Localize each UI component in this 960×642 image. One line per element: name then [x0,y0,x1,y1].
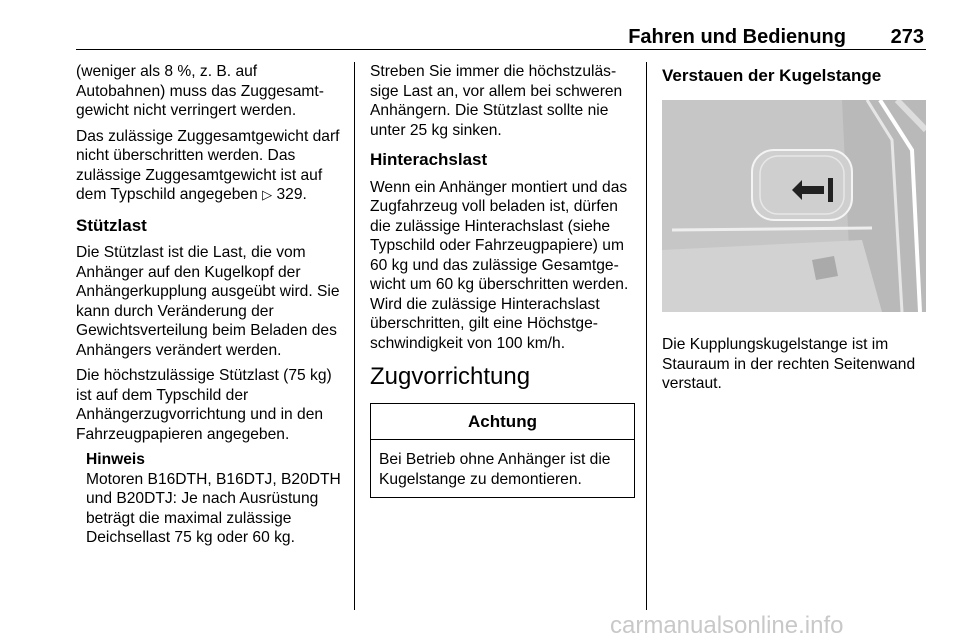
chapter-heading-zugvorrichtung: Zugvorrichtung [370,363,531,390]
watermark: carmanualsonline.info [610,612,844,639]
column-3 [662,62,930,400]
column-2 [370,62,635,498]
paragraph [76,127,344,206]
note-box [86,450,344,548]
section-heading-hinterachslast: Hinterachslast [370,150,488,169]
column-divider [646,62,647,610]
section-heading-stuetzlast: Stützlast [76,215,147,235]
paragraph: Streben Sie immer die höchstzulässige Last an, vor allem bei schweren Anhängern. Die Stützlast sollte nie unter 25 kg sinken. [370,63,623,139]
warning-title: Achtung [371,404,634,441]
column-1 [76,62,344,548]
page-reference-icon: ▷ [262,188,273,203]
warning-text: Bei Betrieb ohne Anhänger ist die Kugelstange zu demontieren. [379,451,611,488]
header-rule [76,49,926,50]
paragraph: Wenn ein Anhänger montiert und das Zugfahrzeug voll beladen ist, dürfen die zulässige Hinterachslast (siehe Typschild oder Fahrzeugpapiere) um 60 kg und das zulässige Gesamtgewicht um 60 kg überschritten werden. Wird die zulässige Hinterachslast überschritten, gilt eine Höchstgeschwindigkeit von 100 km/h. [370,178,629,352]
paragraph: Die Kupplungskugelstange ist im Stauraum in der rechten Seitenwand verstaut. [662,336,916,392]
page-number: 273 [890,26,924,48]
header-title: Fahren und Bedienung [628,26,846,48]
page-reference: 329. [276,186,307,203]
section-heading-verstauen: Verstauen der Kugelstange [662,66,882,85]
page-header [628,22,926,52]
paragraph-text: Das zulässige Zuggesamtgewicht darf nicht überschritten werden. Das zulässige Zuggesamtgewicht ist auf dem Typschild angegeben [76,127,340,203]
storage-illustration [662,100,926,312]
paragraph: Die Stützlast ist die Last, die vom Anhänger auf den Kugelkopf der Anhängerkupplung ausgeübt wird. Sie kann durch Veränderung der Gewichtsverteilung beim Beladen des Anhängers verändert werden. [76,244,340,359]
note-text: Motoren B16DTH, B16DTJ, B20DTH und B20DTJ: Je nach Ausrüstung beträgt die maximal zulässige Deichsellast 75 kg oder 60 kg. [86,470,341,546]
column-divider [354,62,355,610]
warning-box [370,403,635,499]
paragraph: (weniger als 8 %, z. B. auf Autobahnen) muss das Zuggesamtgewicht nicht verringert werden. [76,63,324,119]
paragraph: Die höchstzulässige Stützlast (75 kg) ist auf dem Typschild der Anhängerzugvorrichtung und in den Fahrzeugpapieren angegeben. [76,367,332,443]
note-title: Hinweis [86,451,145,468]
